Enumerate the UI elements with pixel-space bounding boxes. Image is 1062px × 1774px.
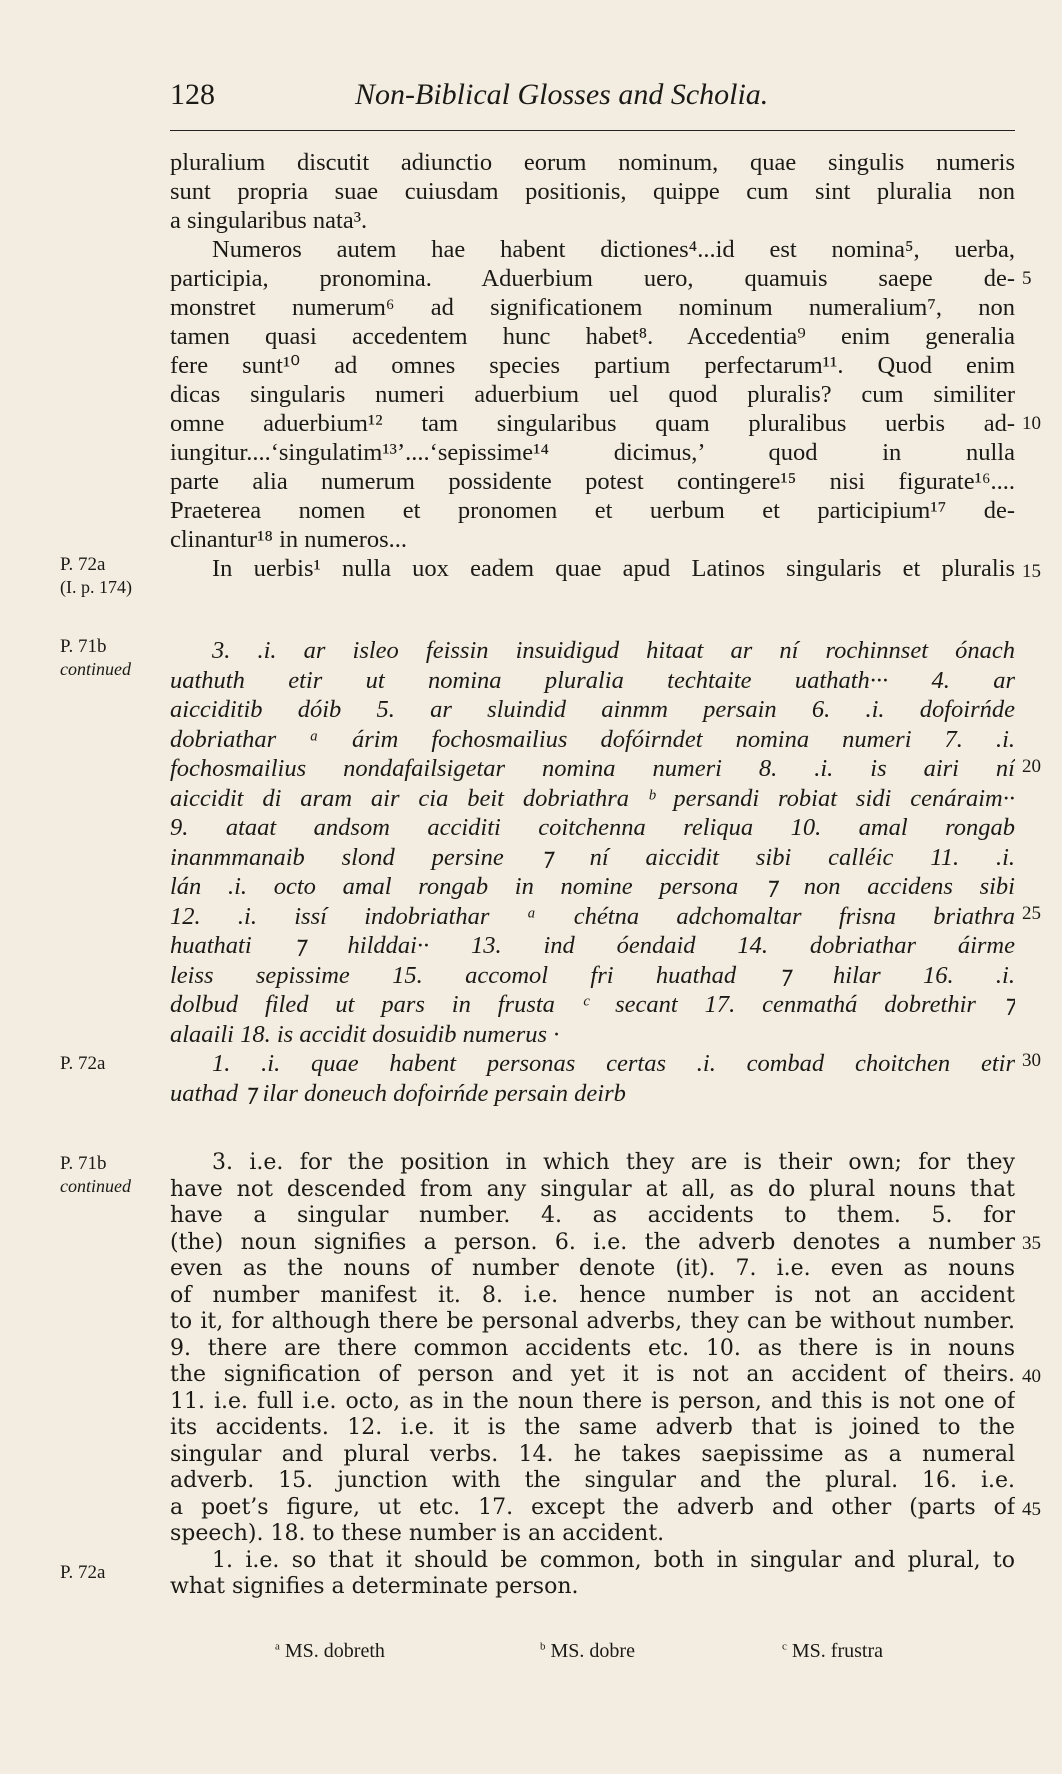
- translation-line: speech). 18. to these number is an accident.: [170, 1521, 665, 1546]
- translation-line: 9. there are there common accidents etc. 10. as there is in nouns: [170, 1335, 1015, 1361]
- line-number: 40: [1022, 1366, 1041, 1387]
- footnote-text: MS. frustra: [791, 1640, 883, 1662]
- irish-line: leiss sepissime 15. accomol fri huathad ⁊ hilar 16. .i.: [170, 961, 1015, 989]
- latin-line: In uerbis¹ nulla uox eadem quae apud Latinos singularis et pluralis: [212, 555, 1015, 582]
- latin-line: clinantur¹⁸ in numeros...: [170, 526, 408, 553]
- margin-ref-label: P. 71b: [60, 1153, 107, 1174]
- latin-line: fere sunt¹⁰ ad omnes species partium perfectarum¹¹. Quod enim: [170, 352, 1015, 379]
- footnote-marker: c: [782, 1640, 787, 1653]
- irish-line: uathuth etir ut nomina pluralia techtaite uathath··· 4. ar: [170, 666, 1015, 694]
- irish-line: dobriathar ᵃ árim fochosmailius dofóirndet nomina numeri 7. .i.: [170, 725, 1015, 753]
- footnote-text: MS. dobre: [550, 1640, 635, 1662]
- latin-line: tamen quasi accedentem hunc habet⁸. Accedentia⁹ enim generalia: [170, 323, 1015, 350]
- line-number: 20: [1022, 756, 1041, 777]
- margin-ref-sub: continued: [60, 659, 131, 679]
- translation: [170, 1150, 1015, 1601]
- line-number: 45: [1022, 1499, 1041, 1520]
- footnote-text: MS. dobreth: [284, 1640, 385, 1662]
- irish-line: inanmmanaib slond persine ⁊ ní aiccidit sibi calléic 11. .i.: [170, 843, 1015, 871]
- translation-line: have not descended from any singular at all, as do plural nouns that: [170, 1176, 1015, 1202]
- translation-line: even as the nouns of number denote (it). 7. i.e. even as nouns: [170, 1256, 1015, 1281]
- translation-line: 11. i.e. full i.e. octo, as in the noun there is person, and this is not one of: [170, 1388, 1015, 1414]
- margin-ref: [60, 1053, 105, 1075]
- header-rule: [170, 130, 1015, 131]
- irish-line: alaaili 18. is accidit dosuidib numerus ·: [170, 1020, 560, 1048]
- translation-line: the signification of person and yet it is not an accident of theirs.: [170, 1362, 1015, 1387]
- line-number: 5: [1022, 268, 1032, 289]
- line-number: 10: [1022, 413, 1041, 434]
- latin-line: monstret numerum⁶ ad significationem nominum numeralium⁷, non: [170, 294, 1015, 321]
- margin-ref: [60, 636, 131, 680]
- latin-line: omne aduerbium¹² tam singularibus quam pluralibus uerbis ad-: [170, 410, 1015, 437]
- line-number: 30: [1022, 1050, 1041, 1071]
- line-number: 25: [1022, 903, 1041, 924]
- translation-line: have a singular number. 4. as accidents to them. 5. for: [170, 1203, 1015, 1228]
- translation-line: adverb. 15. junction with the singular and the plural. 16. i.e.: [170, 1468, 1015, 1493]
- translation-line: to it, for although there be personal adverbs, they can be without number.: [170, 1309, 1015, 1334]
- translation-line: a poet’s figure, ut etc. 17. except the adverb and other (parts of: [170, 1494, 1015, 1520]
- translation-line: what signifies a determinate person.: [170, 1574, 579, 1599]
- margin-ref-label: P. 72a: [60, 1562, 106, 1583]
- latin-line: iungitur....‘singulatim¹³’....‘sepissime¹⁴ dicimus,’ quod in nulla: [170, 439, 1015, 466]
- translation-line: singular and plural verbs. 14. he takes saepissime as a numeral: [170, 1441, 1015, 1467]
- footnote-c: [782, 1640, 883, 1663]
- irish-line: huathati ⁊ hilddai·· 13. ind óendaid 14. dobriathar áirme: [170, 932, 1015, 959]
- footnote-marker: b: [540, 1640, 546, 1653]
- margin-ref-label: P. 71b: [60, 636, 107, 657]
- irish-line: 9. ataat andsom acciditi coitchenna reliqua 10. amal rongab: [170, 814, 1015, 841]
- latin-line: pluralium discutit adiunctio eorum nominum, quae singulis numeris: [170, 149, 1015, 176]
- irish-line: 3. .i. ar isleo feissin insuidigud hitaat ar ní rochinnset ónach: [212, 637, 1015, 664]
- translation-line: of number manifest it. 8. i.e. hence number is not an accident: [170, 1282, 1015, 1308]
- line-number: 15: [1022, 561, 1041, 582]
- irish-line: 12. .i. issí indobriathar ᵃ chétna adchomaltar frisna briathra: [170, 902, 1015, 930]
- latin-line: parte alia numerum possidente potest contingere¹⁵ nisi figurate¹⁶....: [170, 468, 1015, 495]
- footnote-a: [275, 1640, 385, 1663]
- translation-line: 1. i.e. so that it should be common, both in singular and plural, to: [212, 1547, 1015, 1573]
- margin-ref: [60, 554, 132, 598]
- margin-ref-sub: (I. p. 174): [60, 577, 132, 597]
- irish-line: lán .i. octo amal rongab in nomine persona ⁊ non accidens sibi: [170, 873, 1015, 900]
- irish-line: dolbud filed ut pars in frusta ᶜ secant 17. cenmathá dobrethir ⁊: [170, 991, 1015, 1018]
- footnote-marker: a: [275, 1640, 280, 1653]
- latin-text: [170, 148, 1015, 583]
- translation-line: its accidents. 12. i.e. it is the same adverb that is joined to the: [170, 1415, 1015, 1440]
- latin-line: sunt propria suae cuiusdam positionis, quippe cum sint pluralia non: [170, 178, 1015, 205]
- margin-ref-sub: continued: [60, 1176, 131, 1196]
- line-number: 35: [1022, 1233, 1041, 1254]
- translation-line: 3. i.e. for the position in which they are is their own; for they: [212, 1150, 1015, 1175]
- irish-line: 1. .i. quae habent personas certas .i. combad choitchen etir: [212, 1050, 1015, 1077]
- footnote-b: [540, 1640, 635, 1663]
- latin-line: a singularibus nata³.: [170, 207, 368, 234]
- translation-line: (the) noun signifies a person. 6. i.e. the adverb denotes a number: [170, 1229, 1015, 1255]
- irish-glosses: [170, 636, 1015, 1108]
- margin-ref-label: P. 72a: [60, 554, 106, 575]
- irish-line: uathad ⁊ ilar doneuch dofoirńde persain deirb: [170, 1079, 626, 1107]
- margin-ref-label: P. 72a: [60, 1053, 106, 1074]
- latin-line: participia, pronomina. Aduerbium uero, quamuis saepe de-: [170, 265, 1015, 292]
- margin-ref: [60, 1562, 105, 1584]
- margin-ref: [60, 1153, 131, 1197]
- irish-line: fochosmailius nondafailsigetar nomina numeri 8. .i. is airi ní: [170, 755, 1015, 782]
- running-title: Non-Biblical Glosses and Scholia.: [355, 78, 769, 111]
- latin-line: Numeros autem hae habent dictiones⁴...id est nomina⁵, uerba,: [212, 236, 1015, 263]
- latin-line: dicas singularis numeri aduerbium uel quod pluralis? cum similiter: [170, 381, 1015, 408]
- latin-line: Praeterea nomen et pronomen et uerbum et participium¹⁷ de-: [170, 497, 1015, 524]
- irish-line: aicciditib dóib 5. ar sluindid ainmm persain 6. .i. dofoirńde: [170, 696, 1015, 723]
- page-number: 128: [170, 78, 215, 111]
- irish-line: aiccidit di aram air cia beit dobriathra ᵇ persandi robiat sidi cenáraim··: [170, 784, 1015, 812]
